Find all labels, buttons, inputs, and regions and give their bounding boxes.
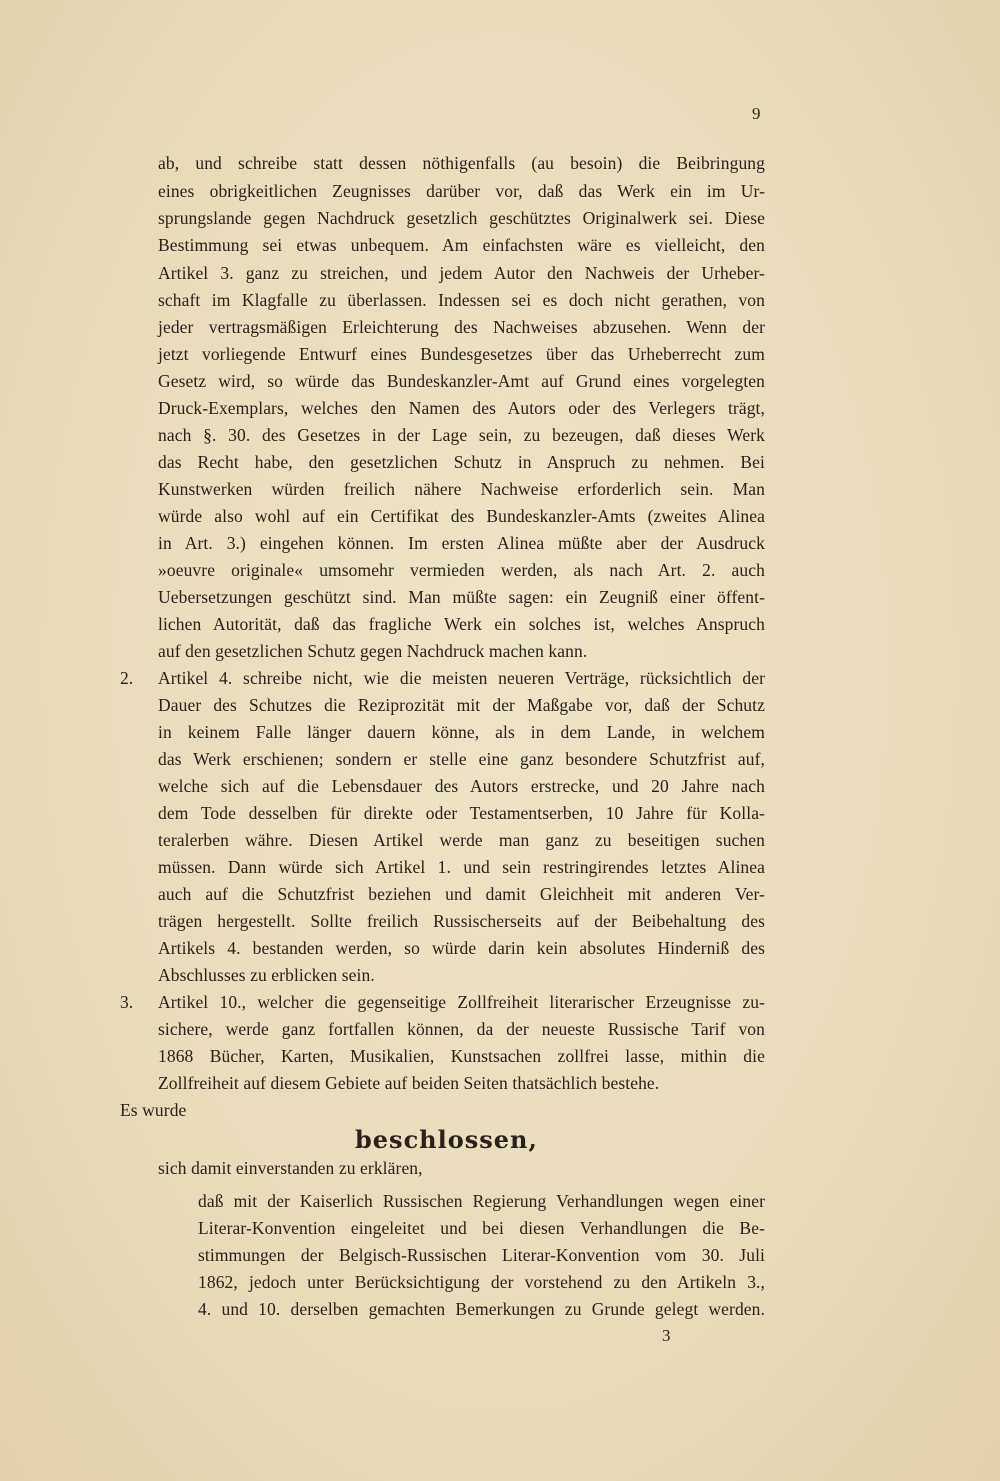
resolution-heading: beschlossen, (355, 1125, 538, 1154)
text-line: 1862, jedoch unter Berücksichtigung der vorstehend zu den Artikeln 3., (198, 1272, 765, 1292)
text-line: teralerben währe. Diesen Artikel werde man ganz zu beseitigen suchen (158, 830, 765, 850)
signature-mark: 3 (662, 1326, 671, 1345)
item-number: 3. (120, 992, 134, 1012)
text-line: Druck-Exemplars, welches den Namen des Autors oder des Verlegers trägt, (158, 398, 765, 418)
text-line: 1868 Bücher, Karten, Musikalien, Kunstsachen zollfrei lasse, mithin die (158, 1046, 765, 1066)
text-line: Artikels 4. bestanden werden, so würde darin kein absolutes Hinderniß des (158, 938, 765, 958)
text-line: Artikel 4. schreibe nicht, wie die meisten neueren Verträge, rücksichtlich der (158, 668, 765, 688)
text-line: in Art. 3.) eingehen können. Im ersten Alinea müßte aber der Ausdruck (158, 533, 765, 553)
text-line: Uebersetzungen geschützt sind. Man müßte sagen: ein Zeugniß einer öffent- (158, 587, 765, 607)
text-line: Artikel 3. ganz zu streichen, und jedem Autor den Nachweis der Urheber- (158, 263, 765, 283)
text-line: Artikel 10., welcher die gegenseitige Zollfreiheit literarischer Erzeugnisse zu- (158, 992, 765, 1012)
text-line: sprungslande gegen Nachdruck gesetzlich geschütztes Originalwerk sei. Diese (158, 208, 765, 228)
text-line: welche sich auf die Lebensdauer des Autors erstrecke, und 20 Jahre nach (158, 776, 765, 796)
text-line: dem Tode desselben für direkte oder Testamentserben, 10 Jahre für Kolla- (158, 803, 765, 823)
text-line: ab, und schreibe statt dessen nöthigenfalls (au besoin) die Beibringung (158, 153, 765, 173)
text-line: Abschlusses zu erblicken sein. (158, 965, 375, 985)
text-line: in keinem Falle länger dauern könne, als in dem Lande, in welchem (158, 722, 765, 742)
text-line: würde also wohl auf ein Certifikat des Bundeskanzler-Amts (zweites Alinea (158, 506, 765, 526)
text-line: stimmungen der Belgisch-Russischen Literar-Konvention vom 30. Juli (198, 1245, 765, 1265)
agree-line: sich damit einverstanden zu erklären, (158, 1158, 423, 1178)
text-line: jetzt vorliegende Entwurf eines Bundesgesetzes über das Urheberrecht zum (158, 344, 765, 364)
text-line: schaft im Klagfalle zu überlassen. Indessen sei es doch nicht gerathen, von (158, 290, 765, 310)
text-line: daß mit der Kaiserlich Russischen Regierung Verhandlungen wegen einer (198, 1191, 765, 1211)
text-line: das Werk erschienen; sondern er stelle eine ganz besondere Schutzfrist auf, (158, 749, 765, 769)
text-line: Bestimmung sei etwas unbequem. Am einfachsten wäre es vielleicht, den (158, 235, 765, 255)
es-wurde: Es wurde (120, 1100, 187, 1120)
page-number: 9 (752, 104, 761, 123)
text-line: lichen Autorität, daß das fragliche Werk ein solches ist, welches Anspruch (158, 614, 765, 634)
text-line: nach §. 30. des Gesetzes in der Lage sein, zu bezeugen, daß dieses Werk (158, 425, 765, 445)
text-line: jeder vertragsmäßigen Erleichterung des Nachweises abzusehen. Wenn der (158, 317, 765, 337)
text-line: »oeuvre originale« umsomehr vermieden werden, als nach Art. 2. auch (158, 560, 765, 580)
text-line: Zollfreiheit auf diesem Gebiete auf beiden Seiten thatsächlich bestehe. (158, 1073, 660, 1093)
text-line: eines obrigkeitlichen Zeugnisses darüber vor, daß das Werk ein im Ur- (158, 181, 765, 201)
text-line: das Recht habe, den gesetzlichen Schutz in Anspruch zu nehmen. Bei (158, 452, 765, 472)
text-line: sichere, werde ganz fortfallen können, da der neueste Russische Tarif von (158, 1019, 765, 1039)
text-line: Literar-Konvention eingeleitet und bei diesen Verhandlungen die Be- (198, 1218, 765, 1238)
text-line: trägen hergestellt. Sollte freilich Russischerseits auf der Beibehaltung des (158, 911, 765, 931)
text-line: Kunstwerken würden freilich nähere Nachweise erforderlich sein. Man (158, 479, 765, 499)
text-line: Gesetz wird, so würde das Bundeskanzler-Amt auf Grund eines vorgelegten (158, 371, 765, 391)
text-line: auf den gesetzlichen Schutz gegen Nachdruck machen kann. (158, 641, 588, 661)
text-line: auch auf die Schutzfrist beziehen und damit Gleichheit mit anderen Ver- (158, 884, 765, 904)
text-line: 4. und 10. derselben gemachten Bemerkungen zu Grunde gelegt werden. (198, 1299, 765, 1319)
text-line: müssen. Dann würde sich Artikel 1. und sein restringirendes letztes Alinea (158, 857, 765, 877)
text-line: Dauer des Schutzes die Reziprozität mit der Maßgabe vor, daß der Schutz (158, 695, 765, 715)
item-number: 2. (120, 668, 134, 688)
